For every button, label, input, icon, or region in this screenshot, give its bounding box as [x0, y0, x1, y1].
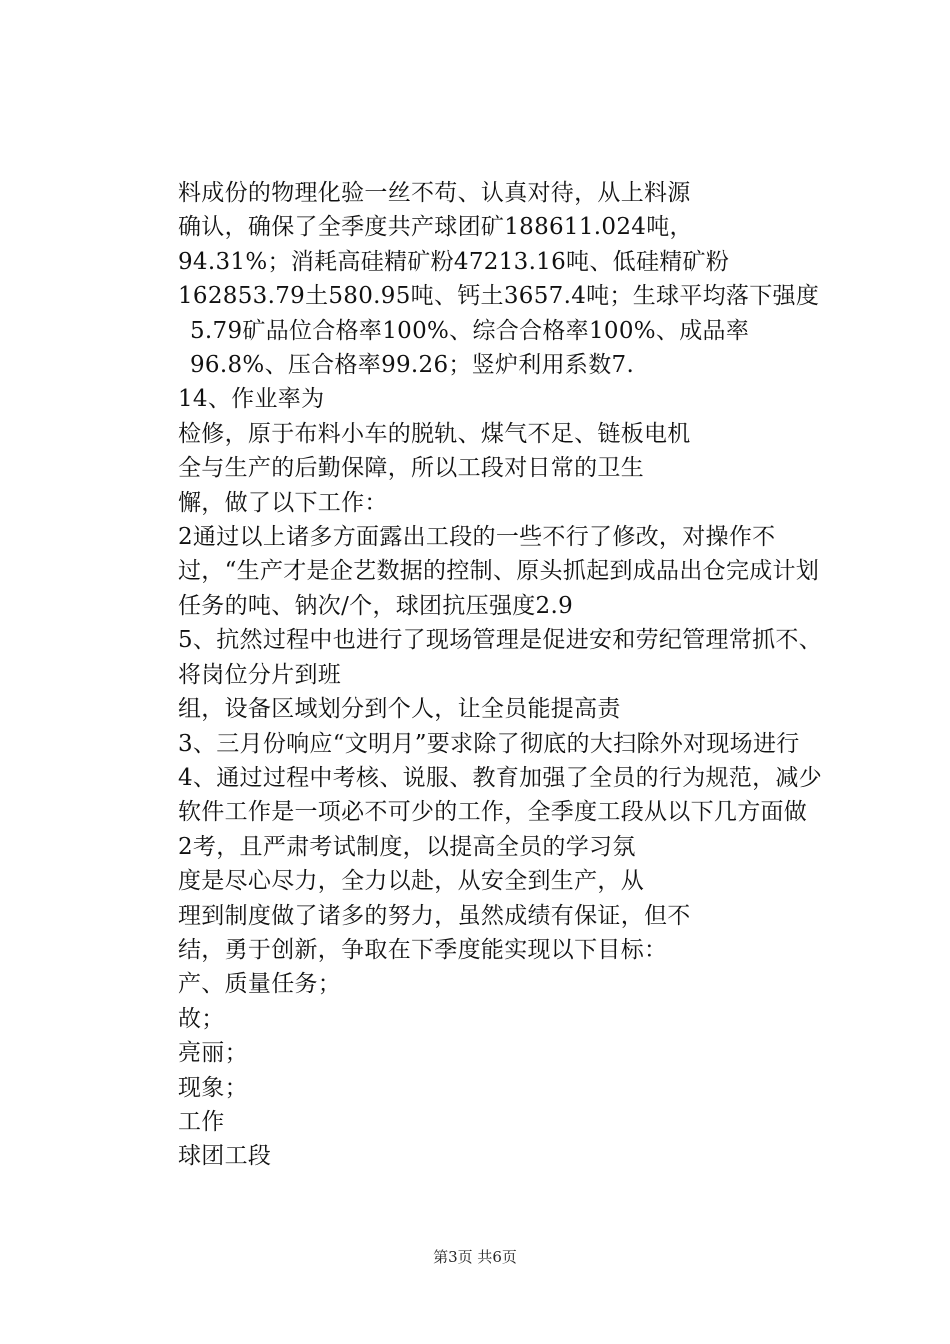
text-line: 组，设备区域划分到个人，让全员能提高责: [178, 696, 621, 723]
text-line: 球团工段: [178, 1143, 272, 1170]
text-line: 亮丽；: [178, 1040, 248, 1067]
text-paragraph: 5.79矿品位合格率100%、综合合格率100%、成品率96.8%、压合格率99.26；竖炉利用系数7.: [190, 317, 750, 379]
text-line: 全与生产的后勤保障，所以工段对日常的卫生: [178, 455, 644, 482]
text-line: 度是尽心尽力，全力以赴，从安全到生产，从: [178, 868, 644, 895]
text-paragraph: 5、抗然过程中也进行了现场管理是促进安和劳纪管理常抓不、将岗位分片到班: [178, 627, 823, 688]
text-line: 94.31%；消耗高硅精矿粉47213.16吨、低硅精矿粉: [178, 248, 730, 275]
text-paragraph: 4、通过过程中考核、说服、教育加强了全员的行为规范，减少: [178, 764, 823, 791]
text-line: 确认，确保了全季度共产球团矿188611.024吨，: [178, 214, 693, 241]
text-line: 14、作业率为: [178, 386, 325, 413]
text-line: 结，勇于创新，争取在下季度能实现以下目标：: [178, 936, 668, 963]
text-line: 产、质量任务；: [178, 971, 342, 998]
text-paragraph: 3、三月份响应“文明月”要求除了彻底的大扫除外对现场进行: [178, 730, 800, 757]
text-line: 现象；: [178, 1074, 248, 1101]
text-paragraph: 162853.79土580.95吨、钙土3657.4吨；生球平均落下强度: [178, 283, 820, 310]
text-line: 料成份的物理化验一丝不苟、认真对待，从上料源: [178, 180, 691, 206]
text-paragraph: 2通过以上诸多方面露出工段的一些不行了修改，对操作不过，“生产才是企艺数据的控制、原头抓起到成品出仓完成计划任务的吨、钠次/个，球团抗压强度2.9: [178, 524, 820, 619]
text-line: 工作: [178, 1108, 225, 1135]
text-line: 检修，原于布料小车的脱轨、煤气不足、链板电机: [178, 420, 691, 447]
text-line: 故；: [178, 1005, 225, 1032]
text-line: 2考，且严肃考试制度，以提高全员的学习氛: [178, 833, 636, 860]
text-line: 理到制度做了诸多的努力，虽然成绩有保证，但不: [178, 902, 691, 929]
document-body: [130, 176, 830, 1174]
page-footer: 第3页 共6页: [433, 1248, 517, 1266]
text-line: 懈，做了以下工作：: [178, 489, 388, 516]
text-paragraph: 软件工作是一项必不可少的工作，全季度工段从以下几方面做: [178, 799, 808, 826]
